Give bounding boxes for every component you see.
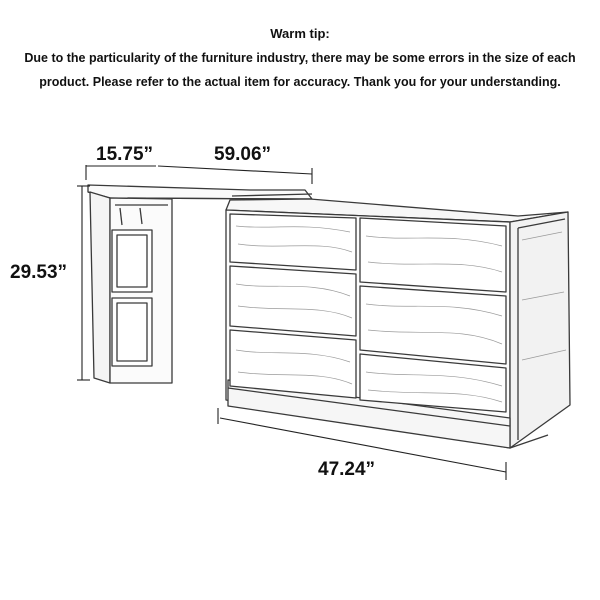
drawers xyxy=(230,214,506,412)
height-dimension-label: 29.53” xyxy=(10,262,68,283)
desk-top xyxy=(88,185,312,199)
depth-dimension-label: 15.75” xyxy=(96,144,154,165)
extended-width-dimension-label: 59.06” xyxy=(214,144,272,165)
cabinet-width-dimension-label: 47.24” xyxy=(318,459,376,480)
desk-leg xyxy=(90,192,172,383)
warm-tip-title: Warm tip: xyxy=(270,26,330,41)
warm-tip-line-2: product. Please refer to the actual item for accuracy. Thank you for your understanding. xyxy=(39,75,561,89)
warm-tip-line-1: Due to the particularity of the furniture industry, there may be some errors in the size of each xyxy=(24,51,576,65)
